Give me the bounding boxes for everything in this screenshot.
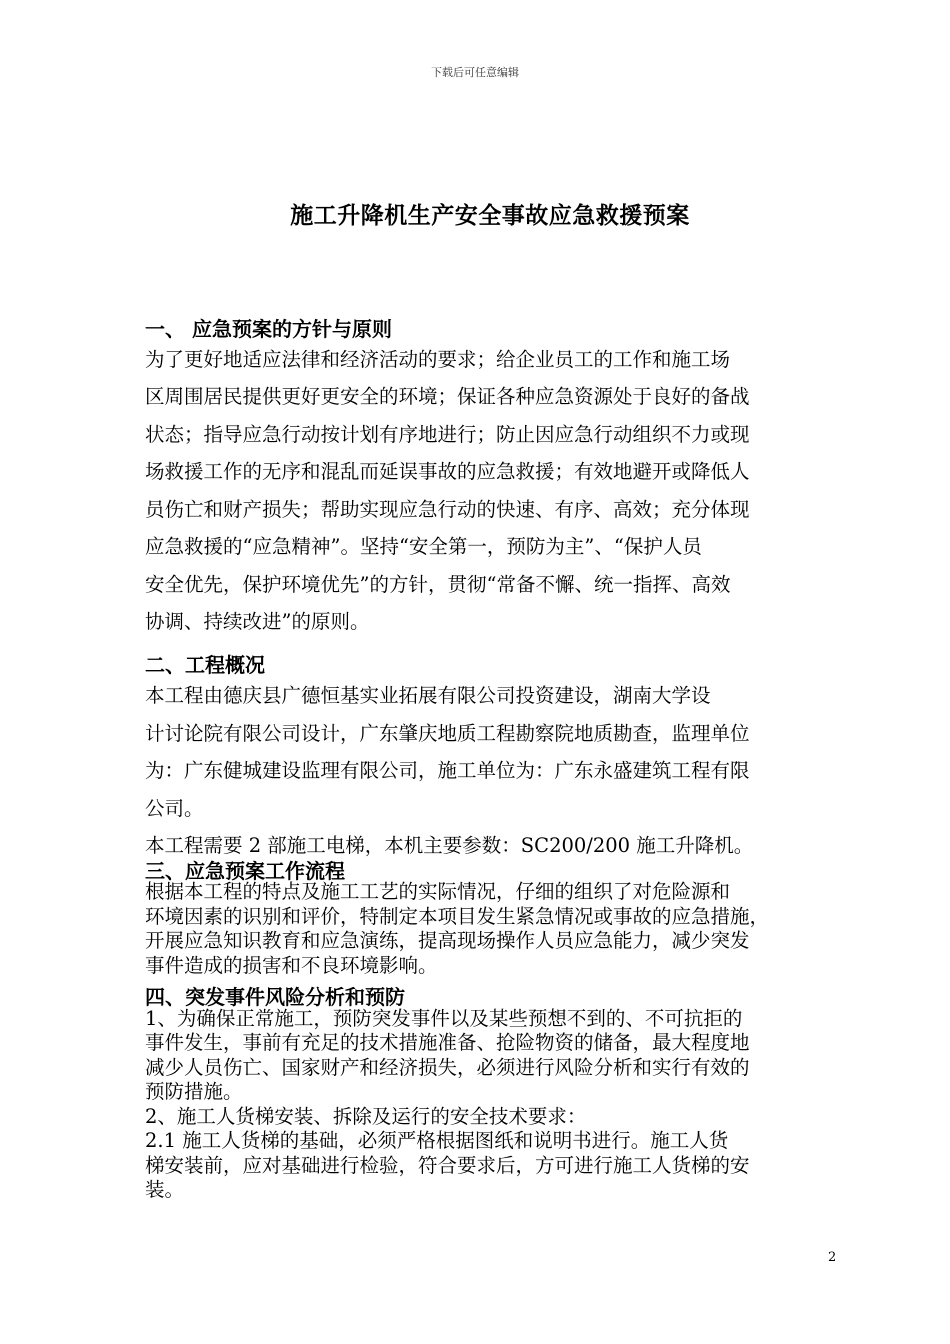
section-1-heading: 一、 应急预案的方针与原则 [145, 317, 392, 341]
section-3-line: 开展应急知识教育和应急演练，提高现场操作人员应急能力，减少突发 [145, 929, 750, 952]
section-3-line: 事件造成的损害和不良环境影响。 [145, 954, 438, 977]
section-2-line: 公司。 [145, 797, 204, 820]
section-4-line: 2、施工人货梯安装、拆除及运行的安全技术要求： [145, 1105, 587, 1128]
section-1-line: 场救援工作的无序和混乱而延误事故的应急救援；有效地避开或降低人 [145, 460, 750, 483]
section-4-line: 2.1 施工人货梯的基础，必须严格根据图纸和说明书进行。施工人货 [145, 1129, 729, 1152]
section-1-line: 安全优先，保护环境优先”的方针，贯彻“常备不懈、统一指挥、高效 [145, 573, 731, 596]
section-4-line: 装。 [145, 1178, 185, 1201]
section-3-line: 根据本工程的特点及施工工艺的实际情况，仔细的组织了对危险源和 [145, 880, 731, 903]
section-2-line: 为：广东健城建设监理有限公司，施工单位为：广东永盛建筑工程有限 [145, 759, 750, 782]
section-3-heading: 三、应急预案工作流程 [145, 859, 345, 883]
section-4-heading: 四、突发事件风险分析和预防 [145, 985, 405, 1009]
section-2-heading: 二、工程概况 [145, 653, 265, 677]
section-4-line: 梯安装前，应对基础进行检验，符合要求后，方可进行施工人货梯的安 [145, 1154, 750, 1177]
document-title: 施工升降机生产安全事故应急救援预案 [290, 202, 690, 229]
page-number: 2 [828, 1250, 837, 1265]
section-1-line: 区周围居民提供更好更安全的环境；保证各种应急资源处于良好的备战 [145, 385, 750, 408]
section-1-line: 员伤亡和财产损失；帮助实现应急行动的快速、有序、高效；充分体现 [145, 498, 750, 521]
section-2-params-line: 本工程需要 2 部施工电梯，本机主要参数：SC200/200 施工升降机。 [145, 834, 754, 857]
section-1-line: 应急救援的“应急精神”。坚持“安全第一，预防为主”、“保护人员 [145, 535, 702, 558]
section-4-line: 减少人员伤亡、国家财产和经济损失，必须进行风险分析和实行有效的 [145, 1056, 750, 1079]
page-header: 下载后可任意编辑 [431, 66, 519, 79]
section-1-line: 为了更好地适应法律和经济活动的要求；给企业员工的工作和施工场 [145, 348, 731, 371]
section-4-line: 预防措施。 [145, 1080, 243, 1103]
section-1-line: 状态；指导应急行动按计划有序地进行；防止因应急行动组织不力或现 [145, 423, 750, 446]
section-4-line: 事件发生，事前有充足的技术措施准备、抢险物资的储备，最大程度地 [145, 1031, 750, 1054]
section-1-line: 协调、持续改进”的原则。 [145, 610, 370, 633]
section-2-line: 计讨论院有限公司设计，广东肇庆地质工程勘察院地质勘查，监理单位 [145, 722, 750, 745]
section-2-line: 本工程由德庆县广德恒基实业拓展有限公司投资建设，湖南大学设 [145, 684, 711, 707]
section-3-line: 环境因素的识别和评价，特制定本项目发生紧急情况或事故的应急措施， [145, 905, 770, 928]
section-4-line: 1、为确保正常施工，预防突发事件以及某些预想不到的、不可抗拒的 [145, 1007, 743, 1030]
